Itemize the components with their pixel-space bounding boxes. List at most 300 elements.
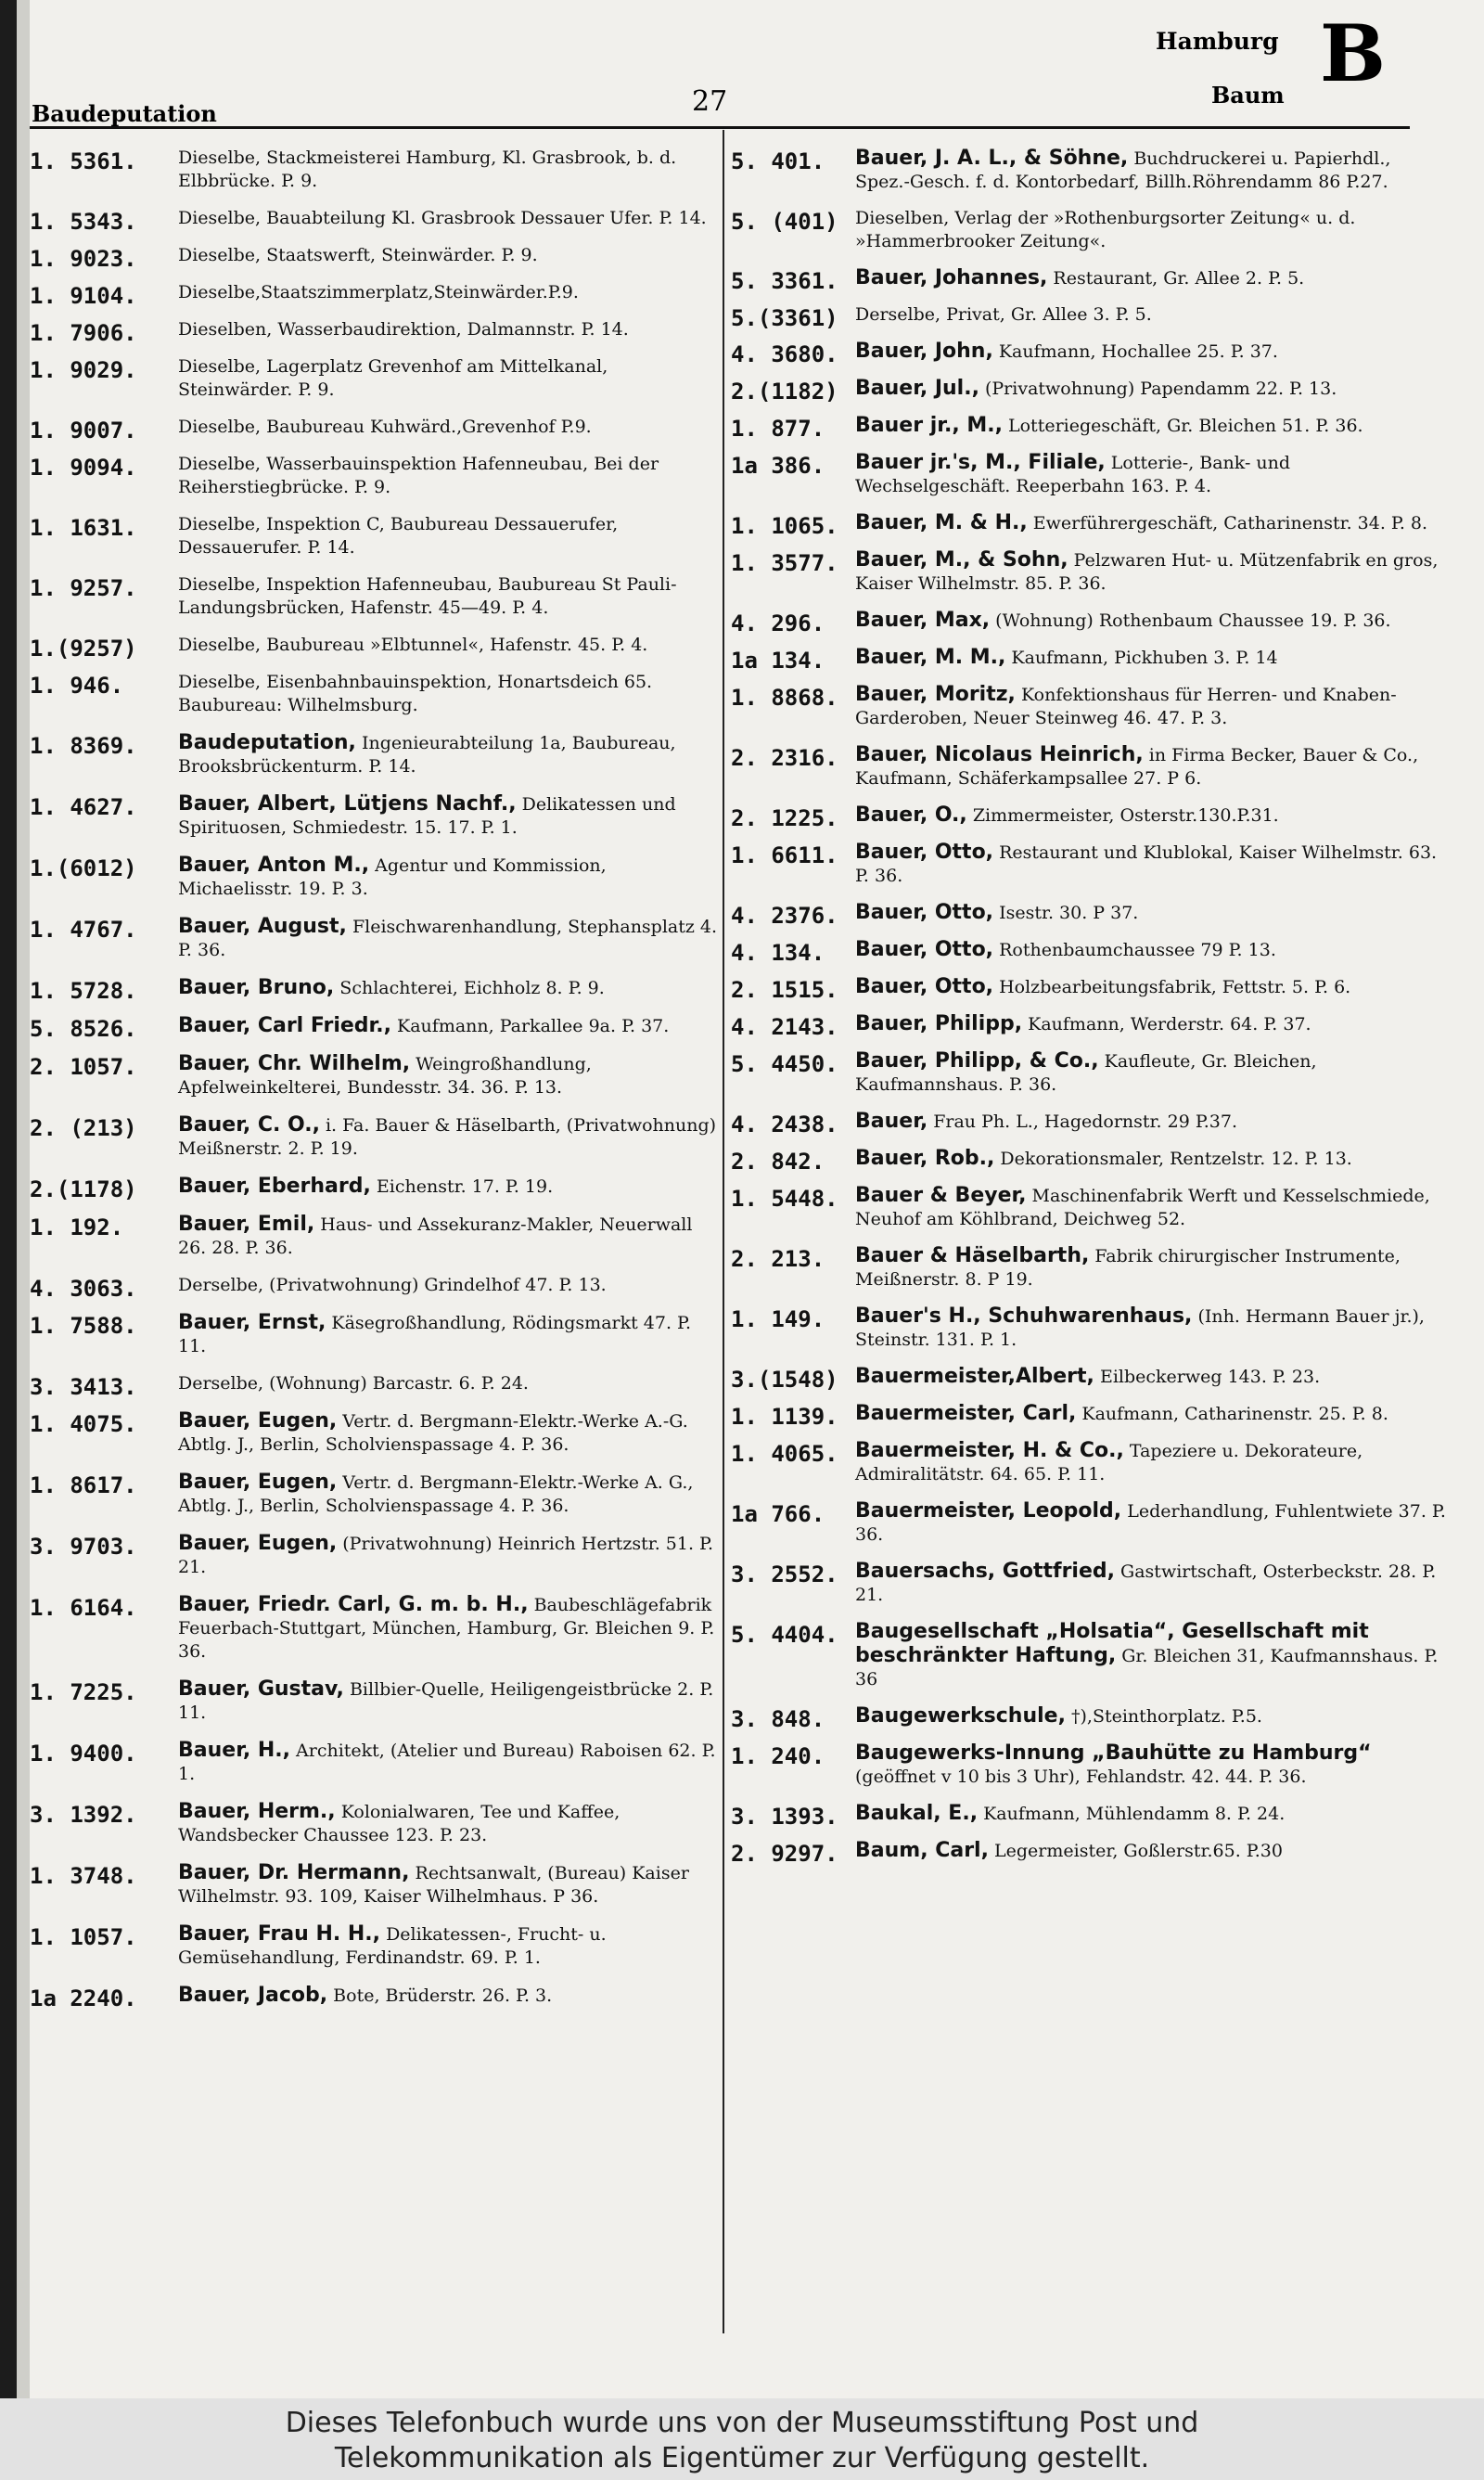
directory-entry xyxy=(731,1110,1451,1137)
right-column xyxy=(731,147,1451,1876)
phone-number: 1. 1057. xyxy=(30,1924,137,1950)
subscriber-name: Bauer, Bruno, xyxy=(178,976,335,999)
subscriber-name: Bauer, Ernst, xyxy=(178,1311,326,1334)
directory-entry xyxy=(30,854,718,901)
phone-number: 1. 240. xyxy=(731,1743,825,1769)
entry-details: Restaurant und Klublokal, Kaiser Wilhelmstr. 63. P. 36. xyxy=(855,842,1438,886)
subscriber-name: Bauer & Häselbarth, xyxy=(855,1244,1090,1267)
phone-number: 1. 8868. xyxy=(731,685,838,711)
phone-number: 1. 946. xyxy=(30,673,124,699)
entry-details: Eilbeckerweg 143. P. 23. xyxy=(1099,1367,1321,1387)
subscriber-name: Bauer, Chr. Wilhelm, xyxy=(178,1052,411,1075)
entry-text xyxy=(855,901,1451,925)
entry-details: Rothenbaumchaussee 79 P. 13. xyxy=(999,940,1276,960)
directory-entry xyxy=(30,573,718,620)
entry-details: Dieselbe, Staatswerft, Steinwärder. P. 9. xyxy=(178,245,538,265)
entry-text xyxy=(178,207,718,230)
subscriber-name: Bauermeister, Leopold, xyxy=(855,1499,1122,1523)
subscriber-name: Baudeputation, xyxy=(178,731,356,754)
entry-text xyxy=(855,1620,1451,1691)
running-head-guide-word: Baum xyxy=(1211,82,1285,109)
phone-number: 1. 9094. xyxy=(30,455,137,481)
entry-details: Tapeziere u. Dekorateure, Admiralitätstr. 64. 65. P. 11. xyxy=(855,1441,1363,1484)
phone-number: 1. 1631. xyxy=(30,515,137,541)
entry-text xyxy=(178,513,718,559)
entry-text xyxy=(855,1012,1451,1036)
directory-entry xyxy=(30,1014,718,1042)
header-rule xyxy=(30,126,1410,129)
entry-text xyxy=(855,1110,1451,1134)
phone-number: 2. 9297. xyxy=(731,1841,838,1867)
entry-details: Fabrik chirurgischer Instrumente, Meißnerstr. 8. P 19. xyxy=(855,1246,1401,1290)
entry-text xyxy=(855,975,1451,999)
entry-text xyxy=(855,1365,1451,1389)
entry-text xyxy=(855,683,1451,730)
directory-entry xyxy=(30,1984,718,2011)
entry-text xyxy=(178,1677,718,1725)
phone-number: 2. 2316. xyxy=(731,745,838,771)
subscriber-name: Bauer, Jul., xyxy=(855,377,979,400)
phone-number: 1a 134. xyxy=(731,648,825,674)
entry-details: (Inh. Hermann Bauer jr.), Steinstr. 131. P. 1. xyxy=(855,1306,1425,1350)
entry-details: Architekt, (Atelier und Bureau) Raboisen 62. P. 1. xyxy=(178,1741,716,1784)
entry-text xyxy=(178,1739,718,1786)
subscriber-name: Bauer, Otto, xyxy=(855,938,994,961)
directory-entry xyxy=(30,1471,718,1518)
subscriber-name: Bauer, O., xyxy=(855,803,967,827)
entry-details: Buchdruckerei u. Papierhdl., Spez.-Gesch. f. d. Kontorbedarf, Billh.Röhrendamm 86 P.27. xyxy=(855,148,1391,192)
subscriber-name: Bauer's H., Schuhwarenhaus, xyxy=(855,1304,1193,1328)
phone-number: 2.(1178) xyxy=(30,1176,137,1202)
directory-entry xyxy=(30,355,718,402)
directory-entry xyxy=(30,1593,718,1664)
subscriber-name: Bauer, Otto, xyxy=(855,975,994,998)
entry-details: Zimmermeister, Osterstr.130.P.31. xyxy=(972,805,1279,826)
directory-entry xyxy=(30,513,718,559)
entry-text xyxy=(855,609,1451,633)
entry-details: Dieselbe, Inspektion Hafenneubau, Baubureau St Pauli-Landungsbrücken, Hafenstr. 45—49. P. 4. xyxy=(178,574,677,618)
entry-text xyxy=(178,976,718,1000)
phone-number: 3. 1392. xyxy=(30,1802,137,1828)
directory-entry xyxy=(731,1402,1451,1430)
entry-text xyxy=(855,1439,1451,1486)
subscriber-name: Baugesellschaft „Holsatia“, Gesellschaft mit beschränkter Haftung, xyxy=(855,1620,1369,1667)
directory-entry xyxy=(30,1052,718,1099)
entry-text xyxy=(178,1113,718,1161)
entry-details: Ingenieurabteilung 1a, Baubureau, Brooksbrückenturm. P. 14. xyxy=(178,733,676,777)
directory-entry xyxy=(731,1244,1451,1291)
phone-number: 5. 401. xyxy=(731,148,825,174)
entry-details: Fleischwarenhandlung, Stephansplatz 4. P. 36. xyxy=(178,917,718,960)
directory-entry xyxy=(30,1861,718,1908)
phone-number: 1. 192. xyxy=(30,1214,124,1240)
footer-line-2: Telekommunikation als Eigentümer zur Verfügung gestellt. xyxy=(334,2442,1150,2474)
phone-number: 2. 213. xyxy=(731,1246,825,1272)
phone-number: 1a 766. xyxy=(731,1501,825,1527)
directory-entry xyxy=(30,1922,718,1970)
entry-text xyxy=(178,281,718,304)
directory-entry xyxy=(30,207,718,235)
phone-number: 1. 9029. xyxy=(30,357,137,383)
entry-text xyxy=(855,548,1451,596)
phone-number: 1. 5343. xyxy=(30,209,137,235)
entry-details: Dieselbe, Bauabteilung Kl. Grasbrook Dessauer Ufer. P. 14. xyxy=(178,208,707,228)
phone-number: 5.(3361) xyxy=(731,305,838,331)
entry-details: Isestr. 30. P 37. xyxy=(999,903,1139,923)
entry-text xyxy=(855,1244,1451,1291)
subscriber-name: Baum, Carl, xyxy=(855,1839,989,1862)
entry-details: Kaufmann, Catharinenstr. 25. P. 8. xyxy=(1081,1404,1388,1424)
entry-details: Konfektionshaus für Herren- und Knaben-Garderoben, Neuer Steinweg 46. 47. P. 3. xyxy=(855,685,1397,728)
section-letter: B xyxy=(1320,7,1386,99)
entry-text xyxy=(855,147,1451,194)
directory-entry xyxy=(30,634,718,662)
entry-details: Kaufmann, Pickhuben 3. P. 14 xyxy=(1011,648,1278,668)
entry-details: Dieselbe,Staatszimmerplatz,Steinwärder.P.9. xyxy=(178,282,579,302)
phone-number: 4. 2143. xyxy=(731,1014,838,1040)
entry-text xyxy=(178,1861,718,1908)
subscriber-name: Bauer, J. A. L., & Söhne, xyxy=(855,147,1129,170)
subscriber-name: Bauer, Otto, xyxy=(855,841,994,864)
phone-number: 2. (213) xyxy=(30,1115,137,1141)
entry-details: Weingroßhandlung, Apfelweinkelterei, Bundesstr. 34. 36. P. 13. xyxy=(178,1054,592,1098)
directory-entry xyxy=(731,340,1451,367)
directory-entry xyxy=(731,1365,1451,1393)
entry-details: Dieselben, Verlag der »Rothenburgsorter Zeitung« u. d. »Hammerbrooker Zeitung«. xyxy=(855,208,1356,251)
directory-entry xyxy=(30,976,718,1004)
subscriber-name: Bauer, M. & H., xyxy=(855,511,1028,534)
subscriber-name: Bauer, Carl Friedr., xyxy=(178,1014,391,1037)
phone-number: 2. 1515. xyxy=(731,977,838,1003)
directory-entry xyxy=(731,975,1451,1003)
directory-entry xyxy=(731,511,1451,539)
phone-number: 3. 1393. xyxy=(731,1804,838,1830)
column-divider xyxy=(723,130,724,2333)
phonebook-page xyxy=(17,0,1484,2398)
subscriber-name: Bauer, Frau H. H., xyxy=(178,1922,381,1946)
entry-details: Derselbe, (Privatwohnung) Grindelhof 47. P. 13. xyxy=(178,1275,607,1295)
directory-entry xyxy=(731,1704,1451,1732)
subscriber-name: Bauer, Nicolaus Heinrich, xyxy=(855,743,1144,766)
entry-text xyxy=(855,1560,1451,1607)
directory-entry xyxy=(731,1439,1451,1486)
phone-number: 5. 4450. xyxy=(731,1051,838,1077)
directory-entry xyxy=(30,1372,718,1400)
directory-entry xyxy=(731,938,1451,966)
subscriber-name: Bauermeister,Albert, xyxy=(855,1365,1094,1388)
phone-number: 1. 9400. xyxy=(30,1741,137,1767)
directory-entry xyxy=(731,207,1451,253)
directory-entry xyxy=(731,609,1451,636)
directory-entry xyxy=(731,1012,1451,1040)
directory-entry xyxy=(731,147,1451,194)
subscriber-name: Bauer, Friedr. Carl, G. m. b. H., xyxy=(178,1593,529,1616)
entry-details: Dekorationsmaler, Rentzelstr. 12. P. 13. xyxy=(1000,1149,1352,1169)
entry-text xyxy=(855,646,1451,670)
phone-number: 1.(6012) xyxy=(30,855,137,881)
phone-number: 3. 2552. xyxy=(731,1561,838,1587)
subscriber-name: Bauer jr., M., xyxy=(855,414,1003,437)
entry-details: Delikatessen-, Frucht- u. Gemüsehandlung, Ferdinandstr. 69. P. 1. xyxy=(178,1924,607,1968)
phone-number: 4. 3680. xyxy=(731,341,838,367)
phone-number: 1. 9023. xyxy=(30,246,137,272)
entry-details: Dieselbe, Inspektion C, Baubureau Dessauerufer, Dessauerufer. P. 14. xyxy=(178,514,619,558)
entry-text xyxy=(178,634,718,657)
entry-details: in Firma Becker, Bauer & Co., Kaufmann, Schäferkampsallee 27. P 6. xyxy=(855,745,1419,789)
directory-entry xyxy=(731,1560,1451,1607)
phone-number: 1. 5728. xyxy=(30,978,137,1004)
subscriber-name: Bauer, M. M., xyxy=(855,646,1006,669)
subscriber-name: Bauer, Philipp, & Co., xyxy=(855,1049,1099,1073)
entry-text xyxy=(178,1984,718,2008)
subscriber-name: Bauer, Max, xyxy=(855,609,991,632)
directory-entry xyxy=(30,453,718,499)
phone-number: 5. 3361. xyxy=(731,268,838,294)
entry-details: Lederhandlung, Fuhlentwiete 37. P. 36. xyxy=(855,1501,1446,1545)
entry-details: Legermeister, Goßlerstr.65. P.30 xyxy=(994,1841,1283,1861)
running-head-city: Hamburg xyxy=(1156,28,1279,55)
entry-text xyxy=(178,854,718,901)
entry-details: Derselbe, (Wohnung) Barcastr. 6. P. 24. xyxy=(178,1373,529,1394)
phone-number: 1a 2240. xyxy=(30,1985,137,2011)
entry-details: Lotteriegeschäft, Gr. Bleichen 51. P. 36. xyxy=(1008,416,1363,436)
phone-number: 1. 6611. xyxy=(731,842,838,868)
entry-details: Schlachterei, Eichholz 8. P. 9. xyxy=(339,978,605,998)
phone-number: 5. (401) xyxy=(731,209,838,235)
phone-number: 3. 3413. xyxy=(30,1374,137,1400)
phone-number: 2. 1225. xyxy=(731,805,838,831)
directory-entry xyxy=(30,318,718,346)
directory-entry xyxy=(731,646,1451,674)
entry-details: (Privatwohnung) Papendamm 22. P. 13. xyxy=(984,379,1337,399)
subscriber-name: Bauer, Gustav, xyxy=(178,1677,344,1701)
entry-details: Kaufmann, Werderstr. 64. P. 37. xyxy=(1028,1014,1311,1034)
entry-text xyxy=(178,573,718,620)
entry-text xyxy=(178,1372,718,1395)
footer-line-1: Dieses Telefonbuch wurde uns von der Museumsstiftung Post und xyxy=(285,2407,1199,2439)
directory-entry xyxy=(30,915,718,962)
entry-text xyxy=(178,671,718,717)
phone-number: 1. 6164. xyxy=(30,1595,137,1621)
entry-details: Lotterie-, Bank- und Wechselgeschäft. Reeperbahn 163. P. 4. xyxy=(855,453,1291,496)
subscriber-name: Bauer, H., xyxy=(178,1739,290,1762)
directory-entry xyxy=(731,377,1451,405)
entry-text xyxy=(178,731,718,778)
subscriber-name: Baukal, E., xyxy=(855,1802,979,1825)
phone-number: 1. 3577. xyxy=(731,550,838,576)
subscriber-name: Bauermeister, H. & Co., xyxy=(855,1439,1124,1462)
subscriber-name: Bauer jr.'s, M., Filiale, xyxy=(855,451,1106,474)
phone-number: 1. 8369. xyxy=(30,733,137,759)
subscriber-name: Bauer, Otto, xyxy=(855,901,994,924)
entry-details: Kolonialwaren, Tee und Kaffee, Wandsbecker Chaussee 123. P. 23. xyxy=(178,1802,620,1845)
subscriber-name: Bauer, Anton M., xyxy=(178,854,370,877)
phone-number: 1. 149. xyxy=(731,1306,825,1332)
phone-number: 1. 877. xyxy=(731,416,825,442)
phone-number: 1. 8617. xyxy=(30,1472,137,1498)
entry-details: (geöffnet v 10 bis 3 Uhr), Fehlandstr. 42. 44. P. 36. xyxy=(855,1767,1307,1787)
directory-entry xyxy=(30,1213,718,1260)
subscriber-name: Bauer, Eugen, xyxy=(178,1471,338,1494)
phone-number: 2. 1057. xyxy=(30,1054,137,1080)
entry-details: Derselbe, Privat, Gr. Allee 3. P. 5. xyxy=(855,304,1152,325)
directory-entry xyxy=(731,683,1451,730)
entry-text xyxy=(178,1175,718,1199)
entry-text xyxy=(178,1800,718,1847)
subscriber-name: Bauer, Dr. Hermann, xyxy=(178,1861,410,1884)
entry-details: Dieselbe, Wasserbauinspektion Hafenneubau, Bei der Reiherstiegbrücke. P. 9. xyxy=(178,454,659,497)
phone-number: 1a 386. xyxy=(731,453,825,479)
phone-number: 4. 296. xyxy=(731,610,825,636)
phone-number: 1.(9257) xyxy=(30,636,137,662)
entry-details: Billbier-Quelle, Heiligengeistbrücke 2. P. 11. xyxy=(178,1679,714,1723)
entry-text xyxy=(855,803,1451,828)
entry-text xyxy=(178,1311,718,1358)
entry-text xyxy=(178,1409,718,1457)
entry-text xyxy=(855,841,1451,888)
entry-text xyxy=(178,1274,718,1297)
phone-number: 4. 3063. xyxy=(30,1276,137,1302)
phone-number: 5. 4404. xyxy=(731,1622,838,1648)
entry-text xyxy=(178,1213,718,1260)
directory-entry xyxy=(30,1113,718,1161)
entry-text xyxy=(855,511,1451,535)
phone-number: 1. 4767. xyxy=(30,917,137,943)
page-edge xyxy=(17,0,30,2398)
entry-text xyxy=(855,1839,1451,1863)
entry-details: †),Steinthorplatz. P.5. xyxy=(1071,1706,1262,1727)
phone-number: 4. 2438. xyxy=(731,1112,838,1137)
directory-entry xyxy=(30,416,718,443)
entry-text xyxy=(178,792,718,840)
entry-text xyxy=(178,1471,718,1518)
phone-number: 5. 8526. xyxy=(30,1016,137,1042)
entry-details: Baubeschlägefabrik Feuerbach-Stuttgart, München, Hamburg, Gr. Bleichen 9. P. 36. xyxy=(178,1595,715,1662)
entry-details: Käsegroßhandlung, Rödingsmarkt 47. P. 11. xyxy=(178,1313,692,1356)
directory-entry xyxy=(731,1147,1451,1175)
subscriber-name: Baugewerkschule, xyxy=(855,1704,1066,1728)
entry-details: Bote, Brüderstr. 26. P. 3. xyxy=(333,1985,553,2006)
entry-details: Gastwirtschaft, Osterbeckstr. 28. P. 21. xyxy=(855,1561,1437,1605)
phone-number: 3. 848. xyxy=(731,1706,825,1732)
directory-entry xyxy=(731,1184,1451,1231)
entry-text xyxy=(855,451,1451,498)
directory-entry xyxy=(731,1620,1451,1691)
phone-number: 1. 9007. xyxy=(30,418,137,443)
entry-text xyxy=(855,1741,1451,1789)
phone-number: 3.(1548) xyxy=(731,1367,838,1393)
subscriber-name: Baugewerks-Innung „Bauhütte zu Hamburg“ xyxy=(855,1741,1372,1765)
directory-entry xyxy=(30,1532,718,1579)
phone-number: 4. 134. xyxy=(731,940,825,966)
phone-number: 1. 9104. xyxy=(30,283,137,309)
entry-details: Restaurant, Gr. Allee 2. P. 5. xyxy=(1053,268,1305,289)
entry-text xyxy=(855,1802,1451,1826)
directory-entry xyxy=(30,147,718,193)
entry-text xyxy=(855,1704,1451,1728)
phone-number: 1. 1139. xyxy=(731,1404,838,1430)
entry-text xyxy=(178,915,718,962)
entry-text xyxy=(178,244,718,267)
subscriber-name: Bauer & Beyer, xyxy=(855,1184,1027,1207)
entry-text xyxy=(855,340,1451,364)
directory-entry xyxy=(731,548,1451,596)
entry-details: Haus- und Assekuranz-Makler, Neuerwall 26. 28. P. 36. xyxy=(178,1214,693,1258)
directory-entry xyxy=(731,1049,1451,1097)
directory-entry xyxy=(30,731,718,778)
subscriber-name: Bauer, Albert, Lütjens Nachf., xyxy=(178,792,517,816)
entry-details: Dieselbe, Lagerplatz Grevenhof am Mittelkanal, Steinwärder. P. 9. xyxy=(178,356,608,400)
entry-text xyxy=(855,1049,1451,1097)
entry-text xyxy=(178,355,718,402)
entry-details: Holzbearbeitungsfabrik, Fettstr. 5. P. 6. xyxy=(999,977,1351,997)
directory-entry xyxy=(731,1499,1451,1547)
directory-entry xyxy=(30,1409,718,1457)
entry-text xyxy=(855,938,1451,962)
entry-text xyxy=(178,453,718,499)
entry-details: Dieselbe, Stackmeisterei Hamburg, Kl. Grasbrook, b. d. Elbbrücke. P. 9. xyxy=(178,148,677,191)
subscriber-name: Bauer, Philipp, xyxy=(855,1012,1023,1035)
subscriber-name: Bauer, xyxy=(855,1110,928,1133)
phone-number: 1. 5448. xyxy=(731,1186,838,1212)
entry-details: Maschinenfabrik Werft und Kesselschmiede, Neuhof am Köhlbrand, Deichweg 52. xyxy=(855,1186,1430,1229)
entry-details: Eichenstr. 17. P. 19. xyxy=(376,1176,554,1197)
entry-details: (Privatwohnung) Heinrich Hertzstr. 51. P. 21. xyxy=(178,1534,714,1577)
directory-entry xyxy=(731,451,1451,498)
entry-text xyxy=(178,416,718,439)
directory-entry xyxy=(30,244,718,272)
phone-number: 1. 7588. xyxy=(30,1313,137,1339)
directory-entry xyxy=(30,1274,718,1302)
entry-text xyxy=(178,1014,718,1038)
subscriber-name: Bauer, C. O., xyxy=(178,1113,320,1137)
directory-entry xyxy=(30,1175,718,1202)
entry-details: Dieselben, Wasserbaudirektion, Dalmannstr. P. 14. xyxy=(178,319,629,340)
phone-number: 1. 7225. xyxy=(30,1679,137,1705)
subscriber-name: Bauersachs, Gottfried, xyxy=(855,1560,1115,1583)
entry-details: Dieselbe, Baubureau Kuhwärd.,Grevenhof P.9. xyxy=(178,417,592,437)
directory-entry xyxy=(731,841,1451,888)
directory-entry xyxy=(30,1311,718,1358)
subscriber-name: Bauer, Jacob, xyxy=(178,1984,328,2007)
entry-details: Kaufmann, Mühlendamm 8. P. 24. xyxy=(983,1804,1286,1824)
entry-text xyxy=(178,147,718,193)
directory-entry xyxy=(30,792,718,840)
entry-text xyxy=(178,1052,718,1099)
phone-number: 1. 7906. xyxy=(30,320,137,346)
entry-details: Agentur und Kommission, Michaelisstr. 19. P. 3. xyxy=(178,855,607,899)
page-number: 27 xyxy=(692,85,728,118)
running-head-left: Baudeputation xyxy=(32,100,217,127)
entry-details: (Wohnung) Rothenbaum Chaussee 19. P. 36. xyxy=(995,610,1391,631)
subscriber-name: Bauer, Herm., xyxy=(178,1800,336,1823)
directory-entry xyxy=(731,1741,1451,1789)
entry-details: Kaufleute, Gr. Bleichen, Kaufmannshaus. P. 36. xyxy=(855,1051,1317,1095)
entry-text xyxy=(178,318,718,341)
entry-details: Kaufmann, Parkallee 9a. P. 37. xyxy=(397,1016,670,1036)
directory-entry xyxy=(731,803,1451,831)
entry-details: Rechtsanwalt, (Bureau) Kaiser Wilhelmstr. 93. 109, Kaiser Wilhelmhaus. P 36. xyxy=(178,1863,689,1907)
directory-entry xyxy=(30,1739,718,1786)
directory-entry xyxy=(731,1839,1451,1867)
entry-details: Vertr. d. Bergmann-Elektr.-Werke A. G., Abtlg. J., Berlin, Scholvienspassage 4. P. 36. xyxy=(178,1472,694,1516)
entry-text xyxy=(855,377,1451,401)
subscriber-name: Bauer, Moritz, xyxy=(855,683,1016,706)
subscriber-name: Bauer, Emil, xyxy=(178,1213,315,1236)
entry-text xyxy=(855,303,1451,327)
subscriber-name: Bauer, Eugen, xyxy=(178,1532,338,1555)
entry-text xyxy=(855,1147,1451,1171)
